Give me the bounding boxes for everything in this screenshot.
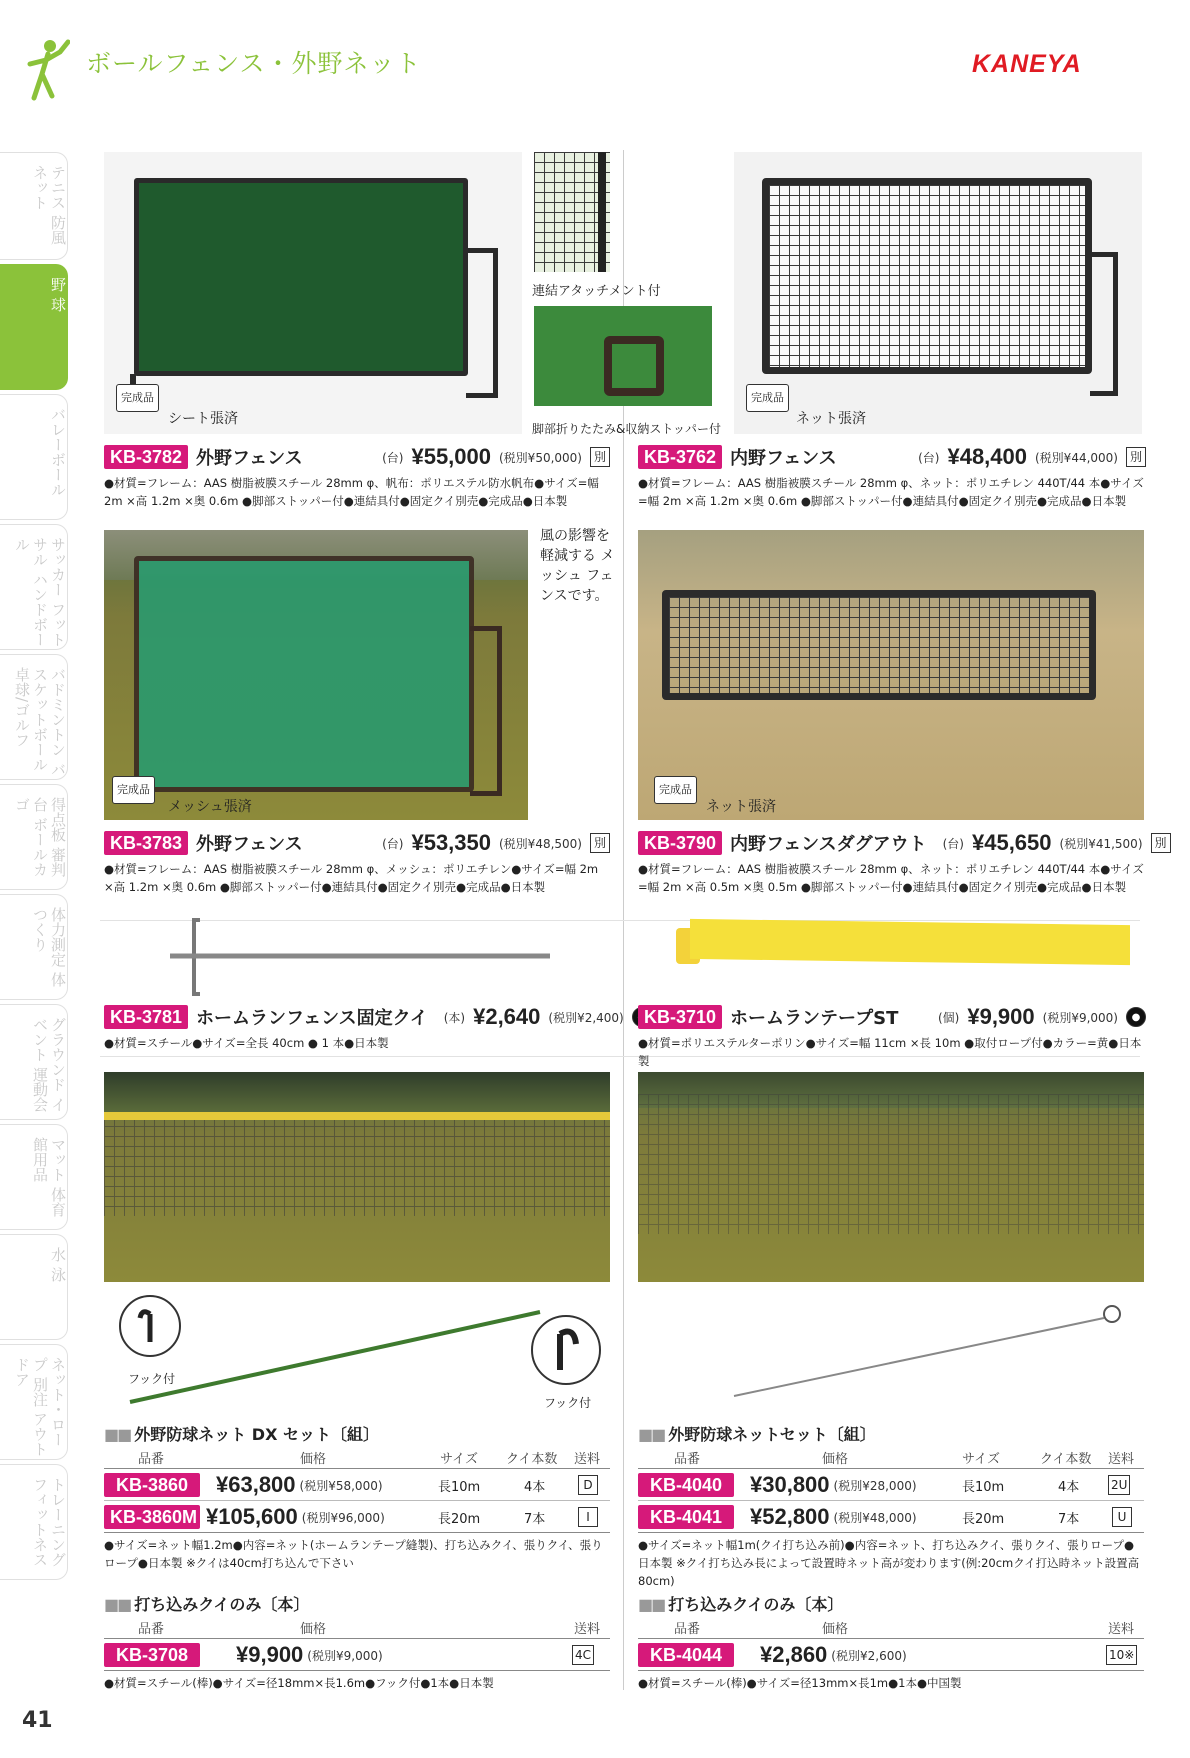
shipping-code: 別 <box>1151 833 1171 853</box>
table-row: KB-4044 ¥2,860 (税別¥2,600) 10※ <box>638 1642 1144 1668</box>
product-description: ●材質=ポリエステルターポリン●サイズ=幅 11cm ×長 10m ●取付ロープ付●カラー=黄●日本製 <box>638 1036 1142 1068</box>
shipping-code: 別 <box>590 833 610 853</box>
kb3781-title: KB-3781 ホームランフェンス固定クイ (本) ¥2,640 (税別¥2,400) <box>104 1004 610 1030</box>
table-row: KB-4040 ¥30,800 (税別¥28,000) 長10m 4本 2U <box>638 1472 1144 1498</box>
photo-caption: 脚部折りたたみ&収納ストッパー付 <box>532 422 721 436</box>
column-header: 価格 <box>822 1622 849 1637</box>
sidebar-tab[interactable]: トレーニング フィットネス <box>0 1464 68 1580</box>
sidebar-tab[interactable]: マット 体育館用品 <box>0 1124 68 1230</box>
brand-logo: KANEYA <box>972 50 1082 78</box>
sidebar-tab[interactable]: サッカー フットサル ハンドボール <box>0 524 68 650</box>
product-price: ¥45,650 <box>971 830 1052 855</box>
photo-caption: 連結アタッチメント付 <box>532 284 661 299</box>
product-price: ¥2,640 <box>473 1004 541 1029</box>
product-description: ●材質=フレーム：AAS 樹脂被膜スチール 28mm φ、メッシュ：ポリエチレン●サイズ=幅 2m ×高 1.2m ×奥 0.6m ●脚部ストッパー付●連結具付●固定クイ別売●完成品●日本製 <box>104 862 599 894</box>
column-header: 品番 <box>674 1452 701 1467</box>
column-header: サイズ <box>962 1452 1000 1467</box>
column-header: 価格 <box>300 1452 327 1467</box>
kb3710-title: KB-3710 ホームランテープST (個) ¥9,900 (税別¥9,000) ● <box>638 1004 1146 1030</box>
product-description: ●サイズ=ネット幅1.2m●内容=ネット(ホームランテープ縫製)、打ち込みクイ、張りクイ、張りロープ●日本製 ※クイは40cm打ち込んで下さい <box>104 1538 603 1570</box>
column-header: 送料 <box>1108 1452 1135 1467</box>
product-price: ¥9,900 <box>967 1004 1035 1029</box>
sidebar-tab[interactable]: 野 球 <box>0 264 68 390</box>
photo-caption: ネット張済 <box>706 799 776 815</box>
column-header: 価格 <box>822 1452 849 1467</box>
dx-net-photo <box>104 1072 610 1282</box>
product-code: KB-3781 <box>104 1005 188 1029</box>
page-number: 41 <box>22 1708 53 1733</box>
product-name: 外野フェンス <box>196 834 303 855</box>
complete-badge: 完成品 <box>112 776 155 804</box>
kb3790-photo <box>638 530 1144 820</box>
column-header: 送料 <box>1108 1622 1135 1637</box>
stake-illustration <box>720 1296 1130 1406</box>
stopper-photo <box>534 306 712 406</box>
product-code: KB-3790 <box>638 831 722 855</box>
product-description: ●材質=スチール(棒)●サイズ=径18mm×長1.6m●フック付●1本●日本製 <box>104 1676 494 1690</box>
pole-illustration <box>110 1290 610 1410</box>
product-price: ¥55,000 <box>411 444 491 469</box>
product-name: 内野フェンス <box>730 448 837 469</box>
complete-badge: 完成品 <box>654 776 697 804</box>
sidebar-tab[interactable]: グラウンド イベント 運動会 <box>0 1004 68 1120</box>
stake-illustration <box>160 914 560 1004</box>
sidebar-tab[interactable]: バドミントン バスケットボール 卓球/ゴルフ <box>0 654 68 780</box>
column-header: 送料 <box>574 1452 601 1467</box>
product-name: 内野フェンスダグアウト <box>730 834 927 855</box>
complete-badge: 完成品 <box>746 384 789 412</box>
product-name: ホームランフェンス固定クイ <box>196 1008 428 1029</box>
kb3762-title: KB-3762 内野フェンス (台) ¥48,400 (税別¥44,000) 別 <box>638 444 1146 470</box>
sidebar-tab[interactable]: 体力測定 体つくり <box>0 894 68 1000</box>
product-description: ●サイズ=ネット幅1m(クイ打ち込み前)●内容=ネット、打ち込みクイ、張りクイ、張りロープ●日本製 ※クイ打ち込み長によって設置時ネット高が変わります(例:20cmクイ打込時ネット設置高80cm) <box>638 1538 1140 1588</box>
page-title: ボールフェンス・外野ネット <box>86 49 422 78</box>
column-header: 品番 <box>674 1622 701 1637</box>
product-name: 外野フェンス <box>196 448 303 469</box>
product-description: ●材質=スチール●サイズ=全長 40cm ● 1 本●日本製 <box>104 1036 389 1050</box>
shipping-code: 別 <box>590 447 610 467</box>
tape-illustration <box>676 918 1132 968</box>
column-header: クイ本数 <box>506 1452 558 1467</box>
shipping-code: ● <box>1126 1007 1146 1027</box>
product-code: KB-3783 <box>104 831 188 855</box>
column-header: 送料 <box>574 1622 601 1637</box>
stake-right-title: ■■ 打ち込みクイのみ〔本〕 <box>638 1595 844 1614</box>
product-code: KB-3782 <box>104 445 188 469</box>
table-row: KB-4041 ¥52,800 (税別¥48,000) 長20m 7本 U <box>638 1504 1144 1530</box>
table-row: KB-3708 ¥9,900 (税別¥9,000) 4C <box>104 1642 610 1668</box>
photo-caption: ネット張済 <box>796 411 866 427</box>
column-header: 価格 <box>300 1622 327 1637</box>
attachment-photo <box>534 152 610 272</box>
std-set-title: ■■ 外野防球ネットセット〔組〕 <box>638 1425 876 1444</box>
column-header: 品番 <box>138 1452 165 1467</box>
kb3762-photo <box>734 152 1142 434</box>
product-description: ●材質=フレーム：AAS 樹脂被膜スチール 28mm φ、ネット：ポリエチレン 440T/44 本●サイズ=幅 2m ×高 1.2m ×奥 0.6m ●脚部ストッパー付●連結具付●固定クイ別売●完成品●日本製 <box>638 476 1144 508</box>
kb3782-title: KB-3782 外野フェンス (台) ¥55,000 (税別¥50,000) 別 <box>104 444 610 470</box>
baseball-player-icon <box>20 38 70 102</box>
product-description: ●材質=フレーム：AAS 樹脂被膜スチール 28mm φ、ネット：ポリエチレン 440T/44 本●サイズ=幅 2m ×高 0.5m ×奥 0.5m ●脚部ストッパー付●連結具付●固定クイ別売●完成品●日本製 <box>638 862 1144 894</box>
stake-left-title: ■■ 打ち込みクイのみ〔本〕 <box>104 1595 310 1614</box>
kb3782-photo <box>104 152 522 434</box>
product-code: KB-3762 <box>638 445 722 469</box>
shipping-code: 別 <box>1126 447 1146 467</box>
product-description: ●材質=スチール(棒)●サイズ=径13mm×長1m●1本●中国製 <box>638 1676 962 1690</box>
table-row: KB-3860 ¥63,800 (税別¥58,000) 長10m 4本 D <box>104 1472 610 1498</box>
photo-caption: メッシュ張済 <box>168 799 252 815</box>
dx-set-title: ■■ 外野防球ネット DX セット〔組〕 <box>104 1425 379 1444</box>
product-price: ¥53,350 <box>411 830 491 855</box>
column-header: 品番 <box>138 1622 165 1637</box>
kb3783-title: KB-3783 外野フェンス (台) ¥53,350 (税別¥48,500) 別 <box>104 830 610 856</box>
hook-caption: フック付 <box>544 1396 592 1410</box>
product-price: ¥48,400 <box>947 444 1027 469</box>
sidebar-tab[interactable]: ネット・ロープ 別注 アウトドア <box>0 1344 68 1460</box>
mesh-note: 風の影響を 軽減する メッシュ フェンスです。 <box>540 528 615 604</box>
product-name: ホームランテープST <box>730 1008 899 1029</box>
column-header: サイズ <box>440 1452 478 1467</box>
sidebar-tab[interactable]: 水 泳 <box>0 1234 68 1340</box>
product-code: KB-3710 <box>638 1005 722 1029</box>
photo-caption: シート張済 <box>168 411 238 427</box>
product-description: ●材質=フレーム：AAS 樹脂被膜スチール 28mm φ、帆布：ポリエステル防水帆布●サイズ=幅 2m ×高 1.2m ×奥 0.6m ●脚部ストッパー付●連結具付●固定クイ別売●完成品●日本製 <box>104 476 599 508</box>
column-header: クイ本数 <box>1040 1452 1092 1467</box>
table-row: KB-3860M ¥105,600 (税別¥96,000) 長20m 7本 I <box>104 1504 610 1530</box>
sidebar-tab[interactable]: テニス 防風ネット <box>0 152 68 260</box>
std-net-photo <box>638 1072 1144 1282</box>
kb3790-title: KB-3790 内野フェンスダグアウト (台) ¥45,650 (税別¥41,500) 別 <box>638 830 1146 856</box>
hook-caption: フック付 <box>128 1372 176 1386</box>
sidebar-tab[interactable]: 得点板 審判台 ボールカゴ <box>0 784 68 890</box>
kb3783-photo <box>104 530 528 820</box>
complete-badge: 完成品 <box>116 384 159 412</box>
sidebar-tab[interactable]: バレーボール <box>0 394 68 520</box>
